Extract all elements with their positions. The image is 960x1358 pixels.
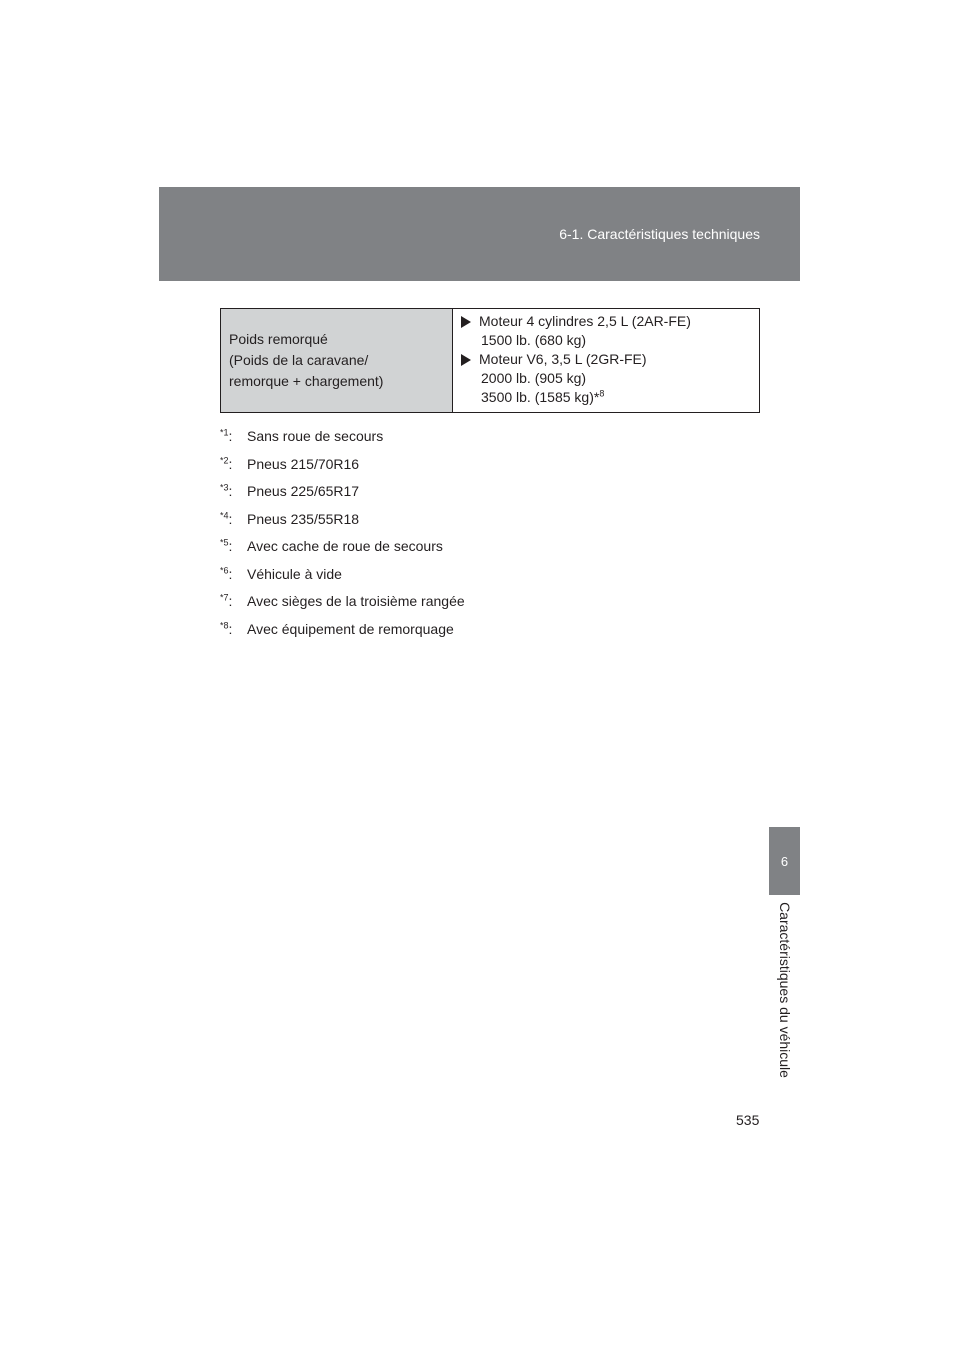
footnote-item	[220, 428, 465, 456]
footnote-item	[220, 593, 465, 621]
footnote-text: Pneus 215/70R16	[247, 455, 360, 472]
footnote-item	[220, 483, 465, 511]
section-title: 6-1. Caractéristiques techniques	[559, 226, 760, 242]
spec-label-cell	[221, 309, 453, 412]
header-band	[159, 187, 800, 281]
engine-value: 2000 lb. (905 kg)	[481, 370, 587, 386]
spec-value-cell	[453, 309, 759, 412]
engine-name: Moteur 4 cylindres 2,5 L (2AR-FE)	[479, 313, 691, 329]
spec-table	[220, 308, 760, 413]
footnote-text: Pneus 235/55R18	[247, 510, 360, 527]
spec-label-line: (Poids de la caravane/	[229, 352, 369, 368]
footnote-item	[220, 621, 465, 649]
footnote-marker: $^{*4}$:	[220, 509, 233, 527]
engine-value: 1500 lb. (680 kg)	[481, 332, 587, 348]
footnote-marker: $^{*6}$:	[220, 564, 233, 582]
chapter-label: Caractéristiques du véhicule	[777, 902, 793, 1078]
footnote-text: Pneus 225/65R17	[247, 483, 360, 499]
arrow-right-icon	[461, 354, 471, 366]
footnote-text: Véhicule à vide	[247, 565, 342, 582]
footnote-marker: $^{*7}$:	[220, 592, 233, 609]
footnote-marker: $^{*5}$:	[220, 537, 233, 554]
chapter-tab	[769, 827, 800, 895]
engine-item	[459, 312, 759, 331]
spec-label-line: remorque + chargement)	[229, 373, 384, 389]
footnote-text: Avec cache de roue de secours	[247, 538, 443, 554]
spec-label-line: Poids remorqué	[229, 331, 328, 347]
footnote-marker: $^{*2}$:	[220, 454, 233, 472]
footnote-text: Avec équipement de remorquage	[247, 620, 454, 637]
footnote-ref: 8	[599, 388, 605, 399]
footnote-marker: $^{*3}$:	[220, 482, 233, 499]
footnote-item	[220, 538, 465, 566]
footnote-text: Sans roue de secours	[247, 428, 384, 444]
footnote-item	[220, 511, 465, 539]
chapter-number: 6	[780, 853, 789, 869]
engine-item	[459, 350, 759, 369]
engine-name: Moteur V6, 3,5 L (2GR-FE)	[479, 351, 647, 367]
page-number: 535	[736, 1112, 760, 1128]
footnotes	[220, 428, 465, 648]
footnote-marker: $^{*1}$:	[220, 427, 233, 444]
engine-value	[459, 388, 759, 407]
footnote-item	[220, 456, 465, 484]
footnote-item	[220, 566, 465, 594]
arrow-right-icon	[461, 316, 471, 328]
engine-value-text: 3500 lb. (1585 kg)*	[481, 389, 600, 405]
footnote-text: Avec sièges de la troisième rangée	[247, 593, 465, 609]
footnote-marker: $^{*8}$:	[220, 619, 233, 637]
